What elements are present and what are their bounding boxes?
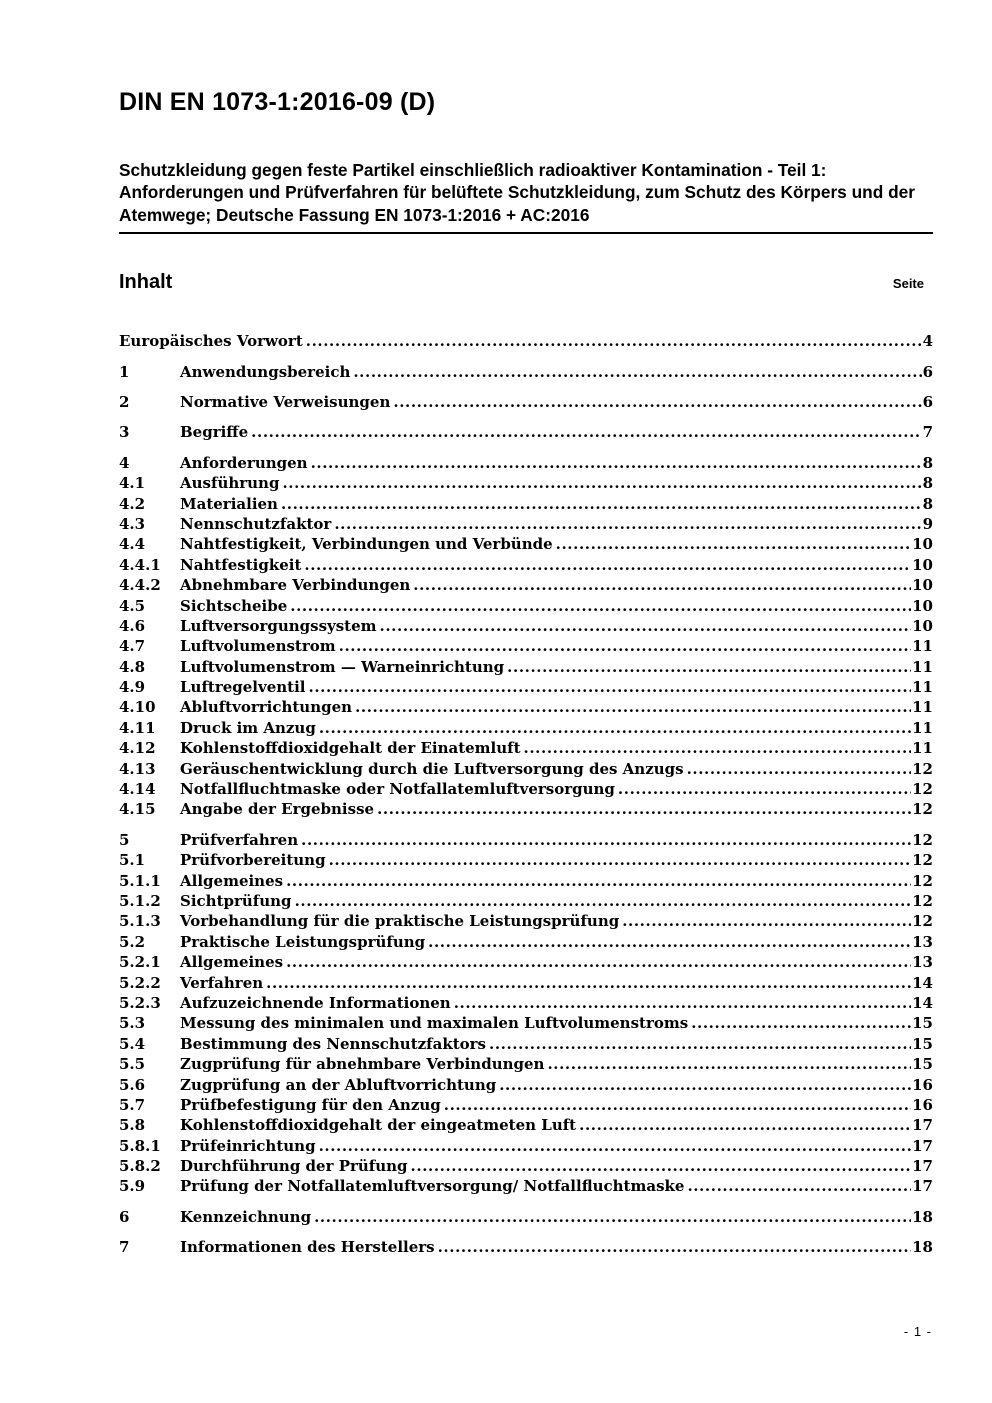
toc-entry-page: 9 xyxy=(922,514,933,533)
toc-entry-page: 4 xyxy=(922,332,933,351)
toc-entry-number: 4.6 xyxy=(119,616,146,635)
toc-dot-leader xyxy=(691,1013,911,1033)
toc-entry-title: Nahtfestigkeit xyxy=(180,555,302,574)
toc-dot-leader xyxy=(251,422,921,442)
toc-entry-title: Prüfvorbereitung xyxy=(180,851,326,870)
toc-entry[interactable] xyxy=(119,993,933,1013)
toc-entry-number: 5.7 xyxy=(119,1095,146,1114)
toc-dot-leader xyxy=(438,1237,912,1257)
toc-entry-number: 5.8.2 xyxy=(119,1157,161,1176)
document-title: Schutzkleidung gegen feste Partikel einschließlich radioaktiver Kontamination - Teil 1: Anforderungen und Prüfverfahren für belüftete Schutzkleidung, zum Schutz des Körpers und der Atemwege; Deutsche Fassung EN 1073-1:2016 + AC:2016 xyxy=(119,159,933,234)
toc-entry[interactable] xyxy=(119,514,933,534)
toc-dot-leader xyxy=(286,952,911,972)
toc-dot-leader xyxy=(507,657,911,677)
toc-dot-leader xyxy=(556,534,911,554)
toc-dot-leader xyxy=(295,891,912,911)
toc-entry-title: Sichtscheibe xyxy=(180,596,288,615)
toc-entry[interactable] xyxy=(119,616,933,636)
toc-entry[interactable] xyxy=(119,911,933,931)
toc-entry-title: Ausführung xyxy=(180,474,280,493)
toc-dot-leader xyxy=(687,1176,911,1196)
toc-dot-leader xyxy=(281,494,922,514)
toc-entry-number: 4.10 xyxy=(119,698,156,717)
toc-entry[interactable] xyxy=(119,1176,933,1196)
toc-entry-title: Europäisches Vorwort xyxy=(119,332,303,351)
toc-dot-leader xyxy=(306,331,922,351)
toc-entry-number: 6 xyxy=(119,1207,130,1226)
toc-entry-title: Kohlenstoffdioxidgehalt der eingeatmeten Luft xyxy=(180,1116,577,1135)
toc-entry-title: Materialien xyxy=(180,494,278,513)
toc-entry-title: Zugprüfung für abnehmbare Verbindungen xyxy=(180,1055,545,1074)
toc-dot-leader xyxy=(444,1095,911,1115)
toc-entry-number: 5.1.1 xyxy=(119,871,161,890)
toc-entry-page: 12 xyxy=(912,759,933,778)
toc-entry-page: 10 xyxy=(912,535,933,554)
toc-dot-leader xyxy=(622,911,911,931)
toc-entry-page: 6 xyxy=(922,393,933,411)
toc-entry[interactable] xyxy=(119,534,933,554)
toc-dot-leader xyxy=(393,392,921,412)
toc-entry[interactable] xyxy=(119,555,933,575)
toc-entry[interactable] xyxy=(119,799,933,819)
toc-entry-number: 4.8 xyxy=(119,657,146,676)
toc-entry-number: 5.8 xyxy=(119,1116,146,1135)
toc-entry-title: Allgemeines xyxy=(180,953,284,972)
toc-entry-title: Luftvolumenstrom — Warneinrichtung xyxy=(180,657,505,676)
toc-dot-leader xyxy=(309,677,912,697)
toc-entry-title: Aufzuzeichnende Informationen xyxy=(180,993,451,1012)
toc-entry-title: Prüfeinrichtung xyxy=(180,1136,316,1155)
toc-dot-leader xyxy=(687,759,912,779)
toc-entry-number: 4.11 xyxy=(119,718,156,737)
toc-entry-page: 17 xyxy=(912,1116,933,1135)
toc-dot-leader xyxy=(413,575,911,595)
toc-heading: Inhalt xyxy=(119,271,173,294)
toc-entry-title: Druck im Anzug xyxy=(180,718,316,737)
toc-dot-leader xyxy=(489,1034,911,1054)
toc-entry-number: 4.7 xyxy=(119,637,146,656)
toc-entry-number: 5.2.2 xyxy=(119,973,161,992)
toc-list xyxy=(119,331,933,1257)
toc-entry[interactable] xyxy=(119,575,933,595)
toc-entry-page: 16 xyxy=(912,1095,933,1114)
toc-dot-leader xyxy=(311,453,922,473)
toc-entry-page: 13 xyxy=(912,953,933,972)
toc-entry-page: 12 xyxy=(912,871,933,890)
toc-entry-title: Vorbehandlung für die praktische Leistungsprüfung xyxy=(180,912,620,931)
toc-entry[interactable] xyxy=(119,830,933,850)
toc-entry[interactable] xyxy=(119,657,933,677)
toc-dot-leader xyxy=(524,738,912,758)
toc-entry-page: 12 xyxy=(912,891,933,910)
toc-entry[interactable] xyxy=(119,779,933,799)
toc-entry-page: 11 xyxy=(912,718,933,737)
toc-entry-title: Prüfung der Notfallatemluftversorgung/ Notfallfluchtmaske xyxy=(180,1177,685,1196)
toc-entry-page: 8 xyxy=(922,494,933,513)
toc-entry-number: 4.4.1 xyxy=(119,555,161,574)
toc-entry-number: 5.3 xyxy=(119,1014,146,1033)
toc-entry-page: 11 xyxy=(912,678,933,697)
toc-dot-leader xyxy=(579,1115,911,1135)
toc-entry[interactable] xyxy=(119,331,933,351)
toc-entry-number: 7 xyxy=(119,1238,130,1257)
toc-entry-number: 4.2 xyxy=(119,494,146,513)
toc-entry-title: Durchführung der Prüfung xyxy=(180,1157,408,1176)
toc-entry-page: 12 xyxy=(912,912,933,931)
toc-entry-number: 4.4.2 xyxy=(119,576,161,595)
toc-entry-page: 12 xyxy=(912,830,933,849)
toc-entry[interactable] xyxy=(119,697,933,717)
toc-entry-page: 14 xyxy=(912,973,933,992)
document-number-heading: DIN EN 1073-1:2016-09 (D) xyxy=(119,88,436,116)
toc-entry[interactable] xyxy=(119,453,933,473)
toc-entry-page: 11 xyxy=(912,698,933,717)
toc-entry[interactable] xyxy=(119,677,933,697)
toc-dot-leader xyxy=(380,616,912,636)
toc-entry-page: 10 xyxy=(912,596,933,615)
toc-entry-page: 10 xyxy=(912,616,933,635)
toc-entry-number: 4.15 xyxy=(119,800,156,819)
toc-entry-page: 12 xyxy=(912,851,933,870)
toc-dot-leader xyxy=(329,850,912,870)
toc-entry-page: 14 xyxy=(912,993,933,1012)
toc-dot-leader xyxy=(319,718,911,738)
toc-entry-page: 12 xyxy=(912,800,933,819)
toc-entry[interactable] xyxy=(119,636,933,656)
toc-entry[interactable] xyxy=(119,1156,933,1176)
toc-entry-number: 5.5 xyxy=(119,1055,146,1074)
toc-entry[interactable] xyxy=(119,1013,933,1033)
toc-entry-title: Normative Verweisungen xyxy=(180,393,391,411)
toc-entry-number: 5.9 xyxy=(119,1177,146,1196)
toc-entry-number: 1 xyxy=(119,362,130,381)
toc-entry-number: 5.2.3 xyxy=(119,993,161,1012)
toc-dot-leader xyxy=(428,932,911,952)
toc-entry-title: Angabe der Ergebnisse xyxy=(180,800,375,819)
toc-entry-page: 15 xyxy=(912,1034,933,1053)
toc-dot-leader xyxy=(339,636,911,656)
toc-entry-title: Geräuschentwicklung durch die Luftversorgung des Anzugs xyxy=(180,759,684,778)
toc-entry[interactable] xyxy=(119,1054,933,1074)
toc-entry-page: 11 xyxy=(912,739,933,758)
toc-entry[interactable] xyxy=(119,1207,933,1227)
toc-entry-page: 11 xyxy=(912,657,933,676)
toc-entry-page: 8 xyxy=(922,474,933,493)
toc-entry[interactable] xyxy=(119,871,933,891)
toc-entry-title: Allgemeines xyxy=(180,871,284,890)
toc-entry-number: 4.12 xyxy=(119,739,156,758)
page-content xyxy=(119,0,933,1258)
toc-entry-page: 17 xyxy=(912,1177,933,1196)
toc-entry-page: 12 xyxy=(912,780,933,799)
toc-entry-title: Kennzeichnung xyxy=(180,1207,312,1226)
toc-entry-title: Sichtprüfung xyxy=(180,891,292,910)
toc-dot-leader xyxy=(411,1156,912,1176)
toc-dot-leader xyxy=(282,473,921,493)
toc-entry-number: 4.9 xyxy=(119,678,146,697)
toc-entry[interactable] xyxy=(119,952,933,972)
toc-entry-page: 6 xyxy=(922,362,933,381)
toc-dot-leader xyxy=(314,1207,911,1227)
toc-entry[interactable] xyxy=(119,850,933,870)
toc-entry[interactable] xyxy=(119,1136,933,1156)
toc-entry-number: 5.1.2 xyxy=(119,891,161,910)
toc-entry[interactable] xyxy=(119,596,933,616)
toc-entry-number: 4 xyxy=(119,453,130,472)
toc-entry[interactable] xyxy=(119,718,933,738)
toc-dot-leader xyxy=(301,830,911,850)
toc-entry-title: Prüfverfahren xyxy=(180,830,299,849)
toc-dot-leader xyxy=(304,555,911,575)
toc-entry-page: 15 xyxy=(912,1014,933,1033)
toc-entry[interactable] xyxy=(119,932,933,952)
toc-entry[interactable] xyxy=(119,362,933,382)
toc-entry-title: Abluftvorrichtungen xyxy=(180,698,353,717)
toc-entry-title: Nahtfestigkeit, Verbindungen und Verbünde xyxy=(180,535,553,554)
toc-entry-number: 4.1 xyxy=(119,474,146,493)
toc-entry-number: 5.4 xyxy=(119,1034,146,1053)
toc-entry-title: Kohlenstoffdioxidgehalt der Einatemluft xyxy=(180,739,521,758)
toc-entry[interactable] xyxy=(119,473,933,493)
toc-entry-number: 5.2 xyxy=(119,932,146,951)
toc-entry-number: 5.8.1 xyxy=(119,1136,161,1155)
toc-dot-leader xyxy=(319,1136,912,1156)
toc-entry-number: 5.6 xyxy=(119,1075,146,1094)
toc-entry-title: Informationen des Herstellers xyxy=(180,1238,435,1257)
toc-entry-title: Zugprüfung an der Abluftvorrichtung xyxy=(180,1075,497,1094)
toc-entry-page: 18 xyxy=(912,1238,933,1257)
toc-entry[interactable] xyxy=(119,1095,933,1115)
toc-entry-number: 5.1.3 xyxy=(119,912,161,931)
toc-entry[interactable] xyxy=(119,1237,933,1257)
toc-entry-number: 5 xyxy=(119,830,130,849)
toc-entry-page: 16 xyxy=(912,1075,933,1094)
toc-entry[interactable] xyxy=(119,738,933,758)
toc-entry[interactable] xyxy=(119,1115,933,1135)
toc-entry-number: 5.2.1 xyxy=(119,953,161,972)
toc-entry-title: Praktische Leistungsprüfung xyxy=(180,932,426,951)
toc-entry-page: 15 xyxy=(912,1055,933,1074)
toc-entry-page: 17 xyxy=(912,1157,933,1176)
toc-entry[interactable] xyxy=(119,973,933,993)
toc-entry-page: 10 xyxy=(912,576,933,595)
toc-entry[interactable] xyxy=(119,759,933,779)
toc-entry-title: Luftregelventil xyxy=(180,678,306,697)
toc-entry-number: 5.1 xyxy=(119,851,146,870)
toc-entry-title: Nennschutzfaktor xyxy=(180,514,332,533)
toc-entry-title: Bestimmung des Nennschutzfaktors xyxy=(180,1034,487,1053)
toc-entry[interactable] xyxy=(119,422,933,442)
toc-entry-title: Abnehmbare Verbindungen xyxy=(180,576,411,595)
toc-entry-number: 4.13 xyxy=(119,759,156,778)
toc-dot-leader xyxy=(286,871,911,891)
toc-entry-number: 4.4 xyxy=(119,535,146,554)
toc-entry-title: Luftversorgungssystem xyxy=(180,616,377,635)
toc-dot-leader xyxy=(334,514,921,534)
toc-dot-leader xyxy=(499,1075,911,1095)
toc-dot-leader xyxy=(290,596,911,616)
toc-entry-page: 11 xyxy=(912,637,933,656)
toc-entry[interactable] xyxy=(119,891,933,911)
toc-dot-leader xyxy=(454,993,911,1013)
toc-dot-leader xyxy=(547,1054,911,1074)
toc-entry-number: 4.3 xyxy=(119,514,146,533)
toc-entry-page: 10 xyxy=(912,555,933,574)
toc-dot-leader xyxy=(353,362,921,382)
toc-entry-title: Anforderungen xyxy=(180,453,308,472)
toc-entry-number: 3 xyxy=(119,423,130,442)
toc-entry-title: Luftvolumenstrom xyxy=(180,637,336,656)
toc-page-column-label: Seite xyxy=(892,276,924,292)
toc-entry-page: 8 xyxy=(922,453,933,472)
toc-entry-title: Notfallfluchtmaske oder Notfallatemluftversorgung xyxy=(180,780,615,799)
toc-entry[interactable] xyxy=(119,1034,933,1054)
toc-entry-page: 13 xyxy=(912,932,933,951)
toc-entry[interactable] xyxy=(119,494,933,514)
toc-entry-number: 4.5 xyxy=(119,596,146,615)
toc-dot-leader xyxy=(266,973,911,993)
toc-header xyxy=(119,270,933,295)
toc-dot-leader xyxy=(377,799,911,819)
toc-entry-title: Anwendungsbereich xyxy=(180,362,351,381)
toc-entry-page: 17 xyxy=(912,1136,933,1155)
toc-entry[interactable] xyxy=(119,392,933,412)
toc-entry-title: Begriffe xyxy=(180,423,249,442)
toc-dot-leader xyxy=(618,779,911,799)
toc-entry-title: Prüfbefestigung für den Anzug xyxy=(180,1095,441,1114)
page-number-footer: - 1 - xyxy=(903,1324,932,1339)
toc-entry-number: 2 xyxy=(119,393,130,411)
toc-entry-title: Verfahren xyxy=(180,973,264,992)
toc-entry[interactable] xyxy=(119,1075,933,1095)
toc-entry-page: 7 xyxy=(922,423,933,442)
toc-entry-page: 18 xyxy=(912,1207,933,1226)
toc-dot-leader xyxy=(355,697,911,717)
toc-entry-title: Messung des minimalen und maximalen Luftvolumenstroms xyxy=(180,1014,689,1033)
toc-entry-number: 4.14 xyxy=(119,780,156,799)
